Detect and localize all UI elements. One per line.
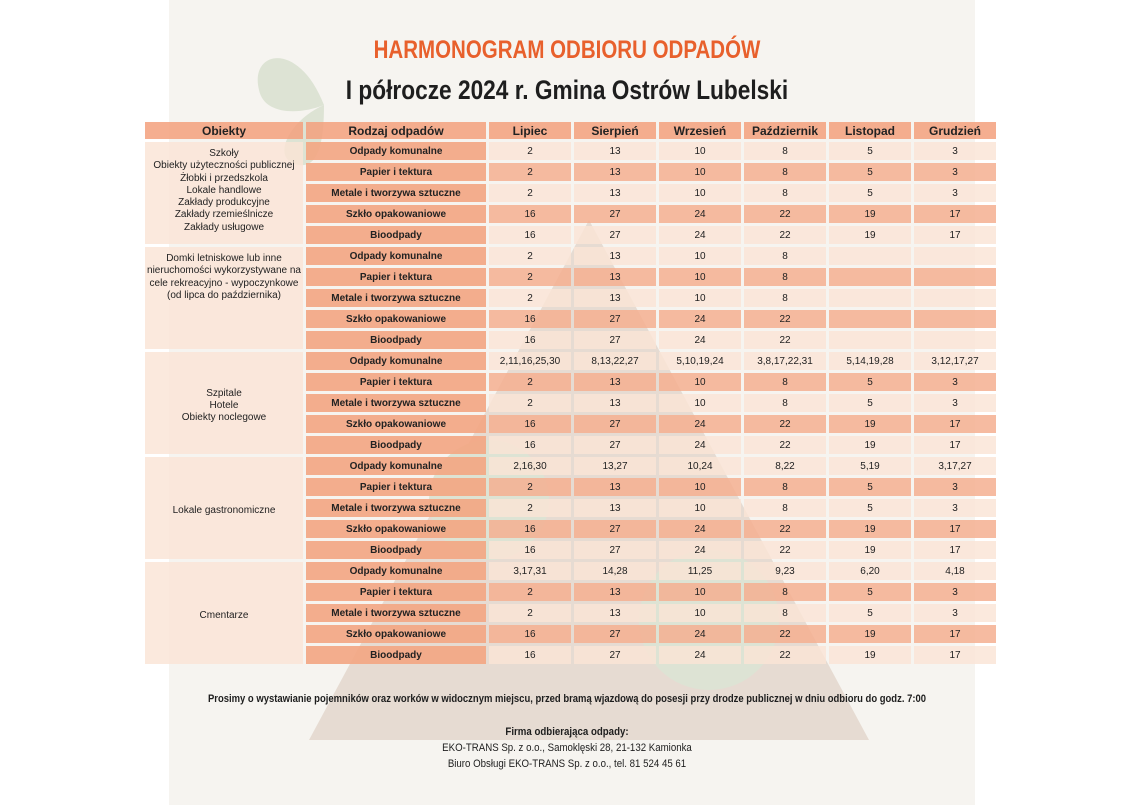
collection-note: Prosimy o wystawianie pojemników oraz worków w widocznym miejscu, przed bramą wjazdową do posesji przy drodze publicznej w dniu odbioru do godz. 7:00 — [207, 693, 927, 705]
pickup-date-cell: 5 — [829, 604, 911, 622]
pickup-date-cell: 24 — [659, 415, 741, 433]
pickup-date-cell: 5 — [829, 163, 911, 181]
pickup-date-cell: 8 — [744, 184, 826, 202]
pickup-date-cell: 8 — [744, 289, 826, 307]
pickup-date-cell: 19 — [829, 415, 911, 433]
company-label: Firma odbierająca odpady: — [505, 726, 629, 738]
pickup-date-cell: 10 — [659, 142, 741, 160]
pickup-date-cell: 27 — [574, 205, 656, 223]
pickup-date-cell: 5 — [829, 142, 911, 160]
pickup-date-cell: 13 — [574, 289, 656, 307]
column-header: Sierpień — [574, 122, 656, 139]
pickup-date-cell: 14,28 — [574, 562, 656, 580]
pickup-date-cell: 24 — [659, 541, 741, 559]
pickup-date-cell: 8 — [744, 478, 826, 496]
pickup-date-cell: 10,24 — [659, 457, 741, 475]
pickup-date-cell: 17 — [914, 625, 996, 643]
pickup-date-cell: 24 — [659, 625, 741, 643]
pickup-date-cell: 5,14,19,28 — [829, 352, 911, 370]
pickup-date-cell: 8 — [744, 142, 826, 160]
pickup-date-cell: 19 — [829, 520, 911, 538]
pickup-date-cell: 16 — [489, 625, 571, 643]
pickup-date-cell — [914, 310, 996, 328]
object-category-label: cele rekreacyjno - wypoczynkowe — [149, 277, 299, 289]
column-header: Październik — [744, 122, 826, 139]
pickup-date-cell: 27 — [574, 331, 656, 349]
waste-type-cell: Szkło opakowaniowe — [306, 520, 486, 538]
pickup-date-cell: 13 — [574, 373, 656, 391]
pickup-date-cell: 3 — [914, 394, 996, 412]
waste-type-cell: Odpady komunalne — [306, 247, 486, 265]
pickup-date-cell: 3,12,17,27 — [914, 352, 996, 370]
pickup-date-cell: 10 — [659, 583, 741, 601]
company-office: Biuro Obsługi EKO-TRANS Sp. z o.o., tel. 81 524 45 61 — [447, 758, 687, 770]
object-category-label: Lokale handlowe — [186, 184, 262, 196]
pickup-date-cell — [914, 247, 996, 265]
pickup-date-cell: 13,27 — [574, 457, 656, 475]
object-category-cell — [145, 142, 303, 244]
pickup-date-cell: 2 — [489, 184, 571, 202]
pickup-date-cell: 24 — [659, 226, 741, 244]
pickup-date-cell: 2 — [489, 289, 571, 307]
pickup-date-cell: 8 — [744, 247, 826, 265]
pickup-date-cell: 22 — [744, 331, 826, 349]
pickup-date-cell: 27 — [574, 541, 656, 559]
pickup-date-cell: 5 — [829, 499, 911, 517]
pickup-date-cell: 27 — [574, 625, 656, 643]
pickup-date-cell: 8 — [744, 604, 826, 622]
pickup-date-cell: 10 — [659, 604, 741, 622]
pickup-date-cell: 10 — [659, 289, 741, 307]
pickup-date-cell: 2 — [489, 268, 571, 286]
waste-type-cell: Szkło opakowaniowe — [306, 205, 486, 223]
waste-type-cell: Metale i tworzywa sztuczne — [306, 499, 486, 517]
pickup-date-cell: 27 — [574, 415, 656, 433]
pickup-date-cell: 8 — [744, 163, 826, 181]
pickup-date-cell: 5 — [829, 394, 911, 412]
pickup-date-cell: 24 — [659, 331, 741, 349]
column-header: Wrzesień — [659, 122, 741, 139]
pickup-date-cell: 2 — [489, 583, 571, 601]
waste-type-cell: Bioodpady — [306, 226, 486, 244]
pickup-date-cell: 2 — [489, 604, 571, 622]
waste-type-cell: Bioodpady — [306, 541, 486, 559]
company-address: EKO-TRANS Sp. z o.o., Samoklęski 28, 21-132 Kamionka — [442, 742, 692, 754]
object-category-label: Cmentarze — [199, 609, 249, 621]
waste-type-cell: Metale i tworzywa sztuczne — [306, 604, 486, 622]
pickup-date-cell: 2 — [489, 478, 571, 496]
waste-type-cell: Odpady komunalne — [306, 562, 486, 580]
object-category-label: Zakłady usługowe — [183, 221, 265, 233]
pickup-date-cell: 17 — [914, 205, 996, 223]
pickup-date-cell: 27 — [574, 226, 656, 244]
column-header: Obiekty — [145, 122, 303, 139]
column-header: Lipiec — [489, 122, 571, 139]
object-category-label: Domki letniskowe lub inne — [166, 253, 282, 264]
pickup-date-cell — [829, 310, 911, 328]
pickup-date-cell: 10 — [659, 373, 741, 391]
object-category-label: nieruchomości wykorzystywane na — [147, 265, 301, 277]
pickup-date-cell: 8 — [744, 583, 826, 601]
pickup-date-cell: 8 — [744, 394, 826, 412]
object-category-cell — [145, 247, 303, 349]
pickup-date-cell: 17 — [914, 520, 996, 538]
pickup-date-cell: 13 — [574, 604, 656, 622]
object-category-label: Lokale gastronomiczne — [172, 504, 276, 516]
pickup-date-cell: 17 — [914, 436, 996, 454]
waste-type-cell: Szkło opakowaniowe — [306, 625, 486, 643]
pickup-date-cell: 2 — [489, 163, 571, 181]
pickup-date-cell — [829, 331, 911, 349]
page-title: HARMONOGRAM ODBIORU ODPADÓW — [373, 36, 761, 64]
pickup-date-cell: 8 — [744, 499, 826, 517]
pickup-date-cell: 10 — [659, 478, 741, 496]
pickup-date-cell: 22 — [744, 310, 826, 328]
pickup-date-cell: 3 — [914, 163, 996, 181]
pickup-date-cell: 19 — [829, 436, 911, 454]
pickup-date-cell: 27 — [574, 520, 656, 538]
pickup-date-cell: 27 — [574, 310, 656, 328]
pickup-date-cell: 16 — [489, 436, 571, 454]
pickup-date-cell: 13 — [574, 184, 656, 202]
waste-type-cell: Metale i tworzywa sztuczne — [306, 289, 486, 307]
pickup-date-cell: 22 — [744, 646, 826, 664]
pickup-date-cell: 17 — [914, 415, 996, 433]
pickup-date-cell: 13 — [574, 142, 656, 160]
pickup-date-cell: 8,22 — [744, 457, 826, 475]
pickup-date-cell: 16 — [489, 646, 571, 664]
pickup-date-cell: 2 — [489, 247, 571, 265]
pickup-date-cell: 2 — [489, 373, 571, 391]
pickup-date-cell: 8,13,22,27 — [574, 352, 656, 370]
pickup-date-cell: 24 — [659, 520, 741, 538]
waste-type-cell: Papier i tektura — [306, 373, 486, 391]
pickup-date-cell: 2,16,30 — [489, 457, 571, 475]
table-row — [145, 457, 996, 475]
pickup-date-cell: 3,17,27 — [914, 457, 996, 475]
pickup-date-cell: 22 — [744, 625, 826, 643]
pickup-date-cell: 24 — [659, 205, 741, 223]
pickup-date-cell: 3 — [914, 184, 996, 202]
pickup-date-cell: 19 — [829, 205, 911, 223]
pickup-date-cell: 6,20 — [829, 562, 911, 580]
waste-type-cell: Odpady komunalne — [306, 142, 486, 160]
pickup-date-cell: 16 — [489, 226, 571, 244]
pickup-date-cell: 19 — [829, 226, 911, 244]
pickup-date-cell: 17 — [914, 226, 996, 244]
pickup-date-cell: 10 — [659, 184, 741, 202]
pickup-date-cell: 17 — [914, 541, 996, 559]
waste-type-cell: Odpady komunalne — [306, 352, 486, 370]
pickup-date-cell: 2 — [489, 499, 571, 517]
pickup-date-cell: 24 — [659, 646, 741, 664]
pickup-date-cell: 8 — [744, 373, 826, 391]
object-category-label: Szkoły — [209, 148, 239, 159]
pickup-date-cell: 5,10,19,24 — [659, 352, 741, 370]
pickup-date-cell: 13 — [574, 478, 656, 496]
pickup-date-cell: 22 — [744, 541, 826, 559]
waste-type-cell: Metale i tworzywa sztuczne — [306, 394, 486, 412]
pickup-date-cell: 16 — [489, 331, 571, 349]
object-category-cell — [145, 562, 303, 664]
column-header: Rodzaj odpadów — [306, 122, 486, 139]
waste-type-cell: Szkło opakowaniowe — [306, 415, 486, 433]
pickup-date-cell: 11,25 — [659, 562, 741, 580]
pickup-date-cell: 10 — [659, 247, 741, 265]
pickup-date-cell: 2 — [489, 394, 571, 412]
pickup-date-cell — [829, 247, 911, 265]
pickup-date-cell: 24 — [659, 436, 741, 454]
object-category-label: Obiekty użyteczności publicznej — [153, 160, 295, 172]
waste-type-cell: Bioodpady — [306, 646, 486, 664]
pickup-date-cell: 19 — [829, 646, 911, 664]
pickup-date-cell: 13 — [574, 268, 656, 286]
pickup-date-cell: 16 — [489, 415, 571, 433]
pickup-date-cell: 3,17,31 — [489, 562, 571, 580]
waste-type-cell: Odpady komunalne — [306, 457, 486, 475]
schedule-table — [142, 119, 999, 667]
pickup-date-cell: 4,18 — [914, 562, 996, 580]
pickup-date-cell: 2 — [489, 142, 571, 160]
pickup-date-cell: 22 — [744, 436, 826, 454]
pickup-date-cell: 5,19 — [829, 457, 911, 475]
pickup-date-cell: 22 — [744, 226, 826, 244]
pickup-date-cell: 19 — [829, 541, 911, 559]
pickup-date-cell: 13 — [574, 247, 656, 265]
pickup-date-cell: 3,8,17,22,31 — [744, 352, 826, 370]
object-category-label: (od lipca do października) — [167, 289, 281, 301]
pickup-date-cell: 2,11,16,25,30 — [489, 352, 571, 370]
pickup-date-cell: 5 — [829, 583, 911, 601]
waste-type-cell: Bioodpady — [306, 436, 486, 454]
pickup-date-cell: 27 — [574, 646, 656, 664]
object-category-label: Zakłady produkcyjne — [178, 197, 270, 209]
pickup-date-cell — [829, 268, 911, 286]
pickup-date-cell: 8 — [744, 268, 826, 286]
pickup-date-cell: 10 — [659, 499, 741, 517]
waste-type-cell: Papier i tektura — [306, 478, 486, 496]
object-category-label: Hotele — [209, 399, 239, 411]
pickup-date-cell: 10 — [659, 163, 741, 181]
table-row — [145, 352, 996, 370]
pickup-date-cell: 3 — [914, 583, 996, 601]
pickup-date-cell — [829, 289, 911, 307]
waste-type-cell: Papier i tektura — [306, 583, 486, 601]
page-subtitle: I półrocze 2024 r. Gmina Ostrów Lubelski — [345, 75, 789, 105]
waste-type-cell: Metale i tworzywa sztuczne — [306, 184, 486, 202]
table-row — [145, 247, 996, 265]
object-category-cell — [145, 352, 303, 454]
pickup-date-cell: 10 — [659, 394, 741, 412]
pickup-date-cell: 27 — [574, 436, 656, 454]
pickup-date-cell: 3 — [914, 142, 996, 160]
table-row — [145, 562, 996, 580]
pickup-date-cell: 16 — [489, 541, 571, 559]
waste-type-cell: Papier i tektura — [306, 268, 486, 286]
pickup-date-cell: 13 — [574, 163, 656, 181]
waste-type-cell: Bioodpady — [306, 331, 486, 349]
pickup-date-cell: 10 — [659, 268, 741, 286]
object-category-label: Szpitale — [206, 387, 242, 399]
pickup-date-cell: 3 — [914, 373, 996, 391]
pickup-date-cell: 3 — [914, 604, 996, 622]
pickup-date-cell: 3 — [914, 478, 996, 496]
object-category-label: Obiekty noclegowe — [181, 412, 267, 424]
pickup-date-cell: 13 — [574, 583, 656, 601]
pickup-date-cell: 5 — [829, 184, 911, 202]
column-header: Grudzień — [914, 122, 996, 139]
pickup-date-cell: 16 — [489, 520, 571, 538]
pickup-date-cell: 9,23 — [744, 562, 826, 580]
pickup-date-cell: 16 — [489, 205, 571, 223]
pickup-date-cell — [914, 268, 996, 286]
pickup-date-cell: 5 — [829, 478, 911, 496]
pickup-date-cell: 5 — [829, 373, 911, 391]
waste-type-cell: Szkło opakowaniowe — [306, 310, 486, 328]
table-row — [145, 142, 996, 160]
pickup-date-cell: 22 — [744, 205, 826, 223]
column-header: Listopad — [829, 122, 911, 139]
pickup-date-cell: 16 — [489, 310, 571, 328]
pickup-date-cell: 13 — [574, 499, 656, 517]
pickup-date-cell — [914, 289, 996, 307]
waste-type-cell: Papier i tektura — [306, 163, 486, 181]
pickup-date-cell: 24 — [659, 310, 741, 328]
object-category-label: Żłobki i przedszkola — [180, 172, 268, 184]
object-category-label: Zakłady rzemieślnicze — [174, 209, 274, 221]
pickup-date-cell: 22 — [744, 415, 826, 433]
pickup-date-cell — [914, 331, 996, 349]
pickup-date-cell: 13 — [574, 394, 656, 412]
pickup-date-cell: 22 — [744, 520, 826, 538]
pickup-date-cell: 3 — [914, 499, 996, 517]
object-category-cell — [145, 457, 303, 559]
pickup-date-cell: 17 — [914, 646, 996, 664]
pickup-date-cell: 19 — [829, 625, 911, 643]
table-header-row — [145, 122, 996, 139]
